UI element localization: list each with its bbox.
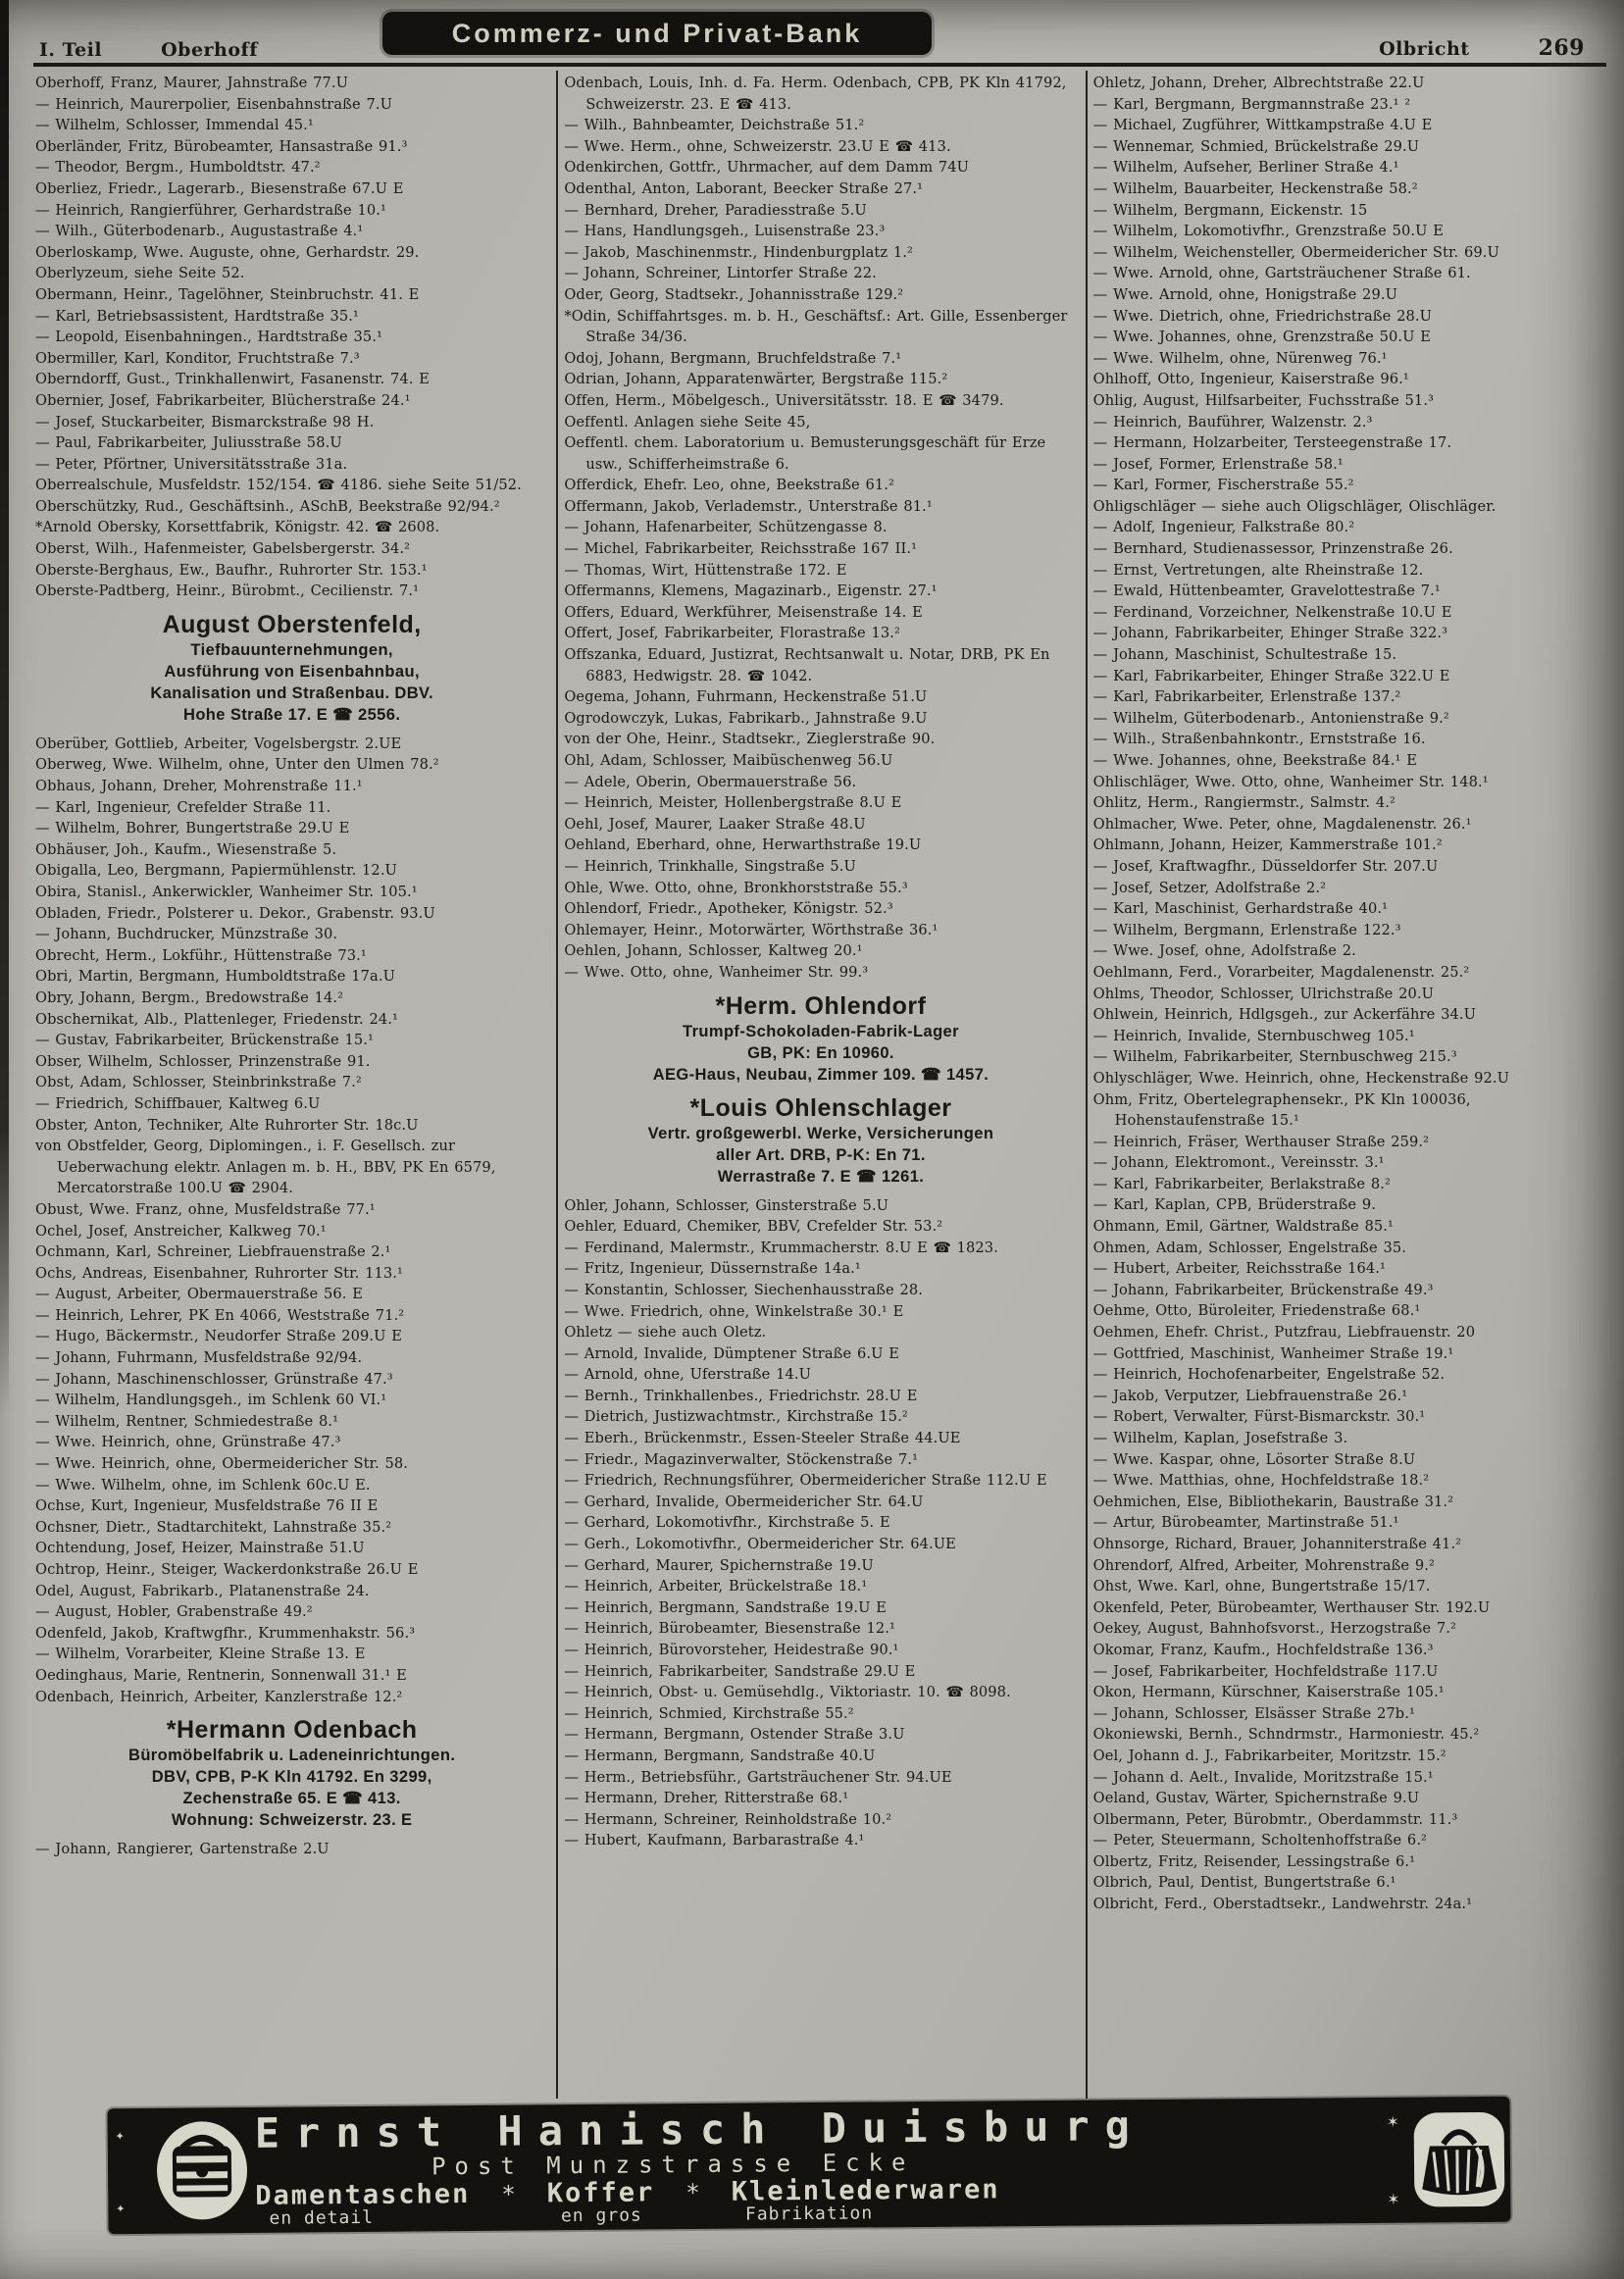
directory-entry: Oder, Georg, Stadtsekr., Johannisstraße 129.² (564, 285, 904, 303)
directory-columns (0, 67, 1624, 2099)
directory-entry: Oehler, Eduard, Chemiker, BBV, Crefelder Str. 53.² (564, 1218, 943, 1236)
directory-entry: Oegema, Johann, Fuhrmann, Heckenstraße 51.U (564, 688, 928, 706)
directory-entry: von der Ohe, Heinr., Stadtsekr., Zieglerstraße 90. (564, 731, 936, 748)
inline-ad-title: *Herm. Ohlendorf (715, 991, 927, 1020)
directory-entry: — Peter, Steuermann, Scholtenhoffstraße 6.² (1092, 1832, 1428, 1849)
directory-entry: Ohligschläger — siehe auch Oligschläger, Olischläger. (1092, 497, 1497, 515)
directory-entry: Ohrendorf, Alfred, Arbeiter, Mohrenstraße 9.² (1092, 1556, 1435, 1574)
directory-entry: Ohl, Adam, Schlosser, Maibüschenweg 56.U (564, 752, 893, 769)
footer-ad-address: Post Munzstrasse Ecke (431, 2149, 915, 2181)
directory-entry: — Heinrich, Lehrer, PK En 4066, Weststraße 71.² (35, 1306, 405, 1324)
inline-ad-line: Ausführung von Eisenbahnbau, (164, 662, 420, 681)
directory-entry: Odenfeld, Jakob, Kraftwgfhr., Krummenhakstr. 56.³ (35, 1624, 416, 1642)
directory-entry: — Heinrich, Fräser, Werthauser Straße 259.² (1092, 1133, 1430, 1150)
directory-entry: Ohnsorge, Richard, Brauer, Johanniterstraße 41.² (1092, 1535, 1462, 1552)
directory-entry: — Johann, Hafenarbeiter, Schützengasse 8. (564, 519, 888, 536)
directory-entry: — Fritz, Ingenieur, Düssernstraße 14a.¹ (564, 1260, 861, 1278)
directory-entry: — Johann, Schreiner, Lintorfer Straße 22. (564, 265, 877, 282)
directory-entry: — Johann, Fabrikarbeiter, Ehinger Straße 322.³ (1092, 625, 1448, 642)
directory-entry: — Heinrich, Hochofenarbeiter, Engelstraße 52. (1092, 1366, 1446, 1384)
directory-entry: Oedinghaus, Marie, Rentnerin, Sonnenwall 31.¹ E (35, 1666, 407, 1684)
inline-ad-line: Werrastraße 7. E ☎ 1261. (717, 1167, 925, 1186)
inline-advertisement (39, 1715, 544, 1831)
directory-entry: — Peter, Pförtner, Universitätsstraße 31a. (35, 455, 348, 473)
directory-entry: — Bernhard, Studienassessor, Prinzenstraße 26. (1092, 540, 1453, 558)
inline-advertisement (568, 1093, 1073, 1188)
directory-entry: Oehland, Eberhard, ohne, Herwarthstraße 19.U (564, 836, 922, 854)
directory-entry: — Wwe. Heinrich, ohne, Obermeidericher Str. 58. (35, 1455, 408, 1473)
directory-entry: — Friedr., Magazinverwalter, Stöckenstraße 7.¹ (564, 1450, 919, 1468)
directory-entry: von Obstfelder, Georg, Diplomingen., i. F. Gesellsch. zur Ueberwachung elektr. Anlagen m. b. H., BBV, PK En 6579, Mercatorstraße 100.U ☎ 2904. (35, 1138, 496, 1197)
directory-entry: Oeffentl. Anlagen siehe Seite 45, (564, 413, 811, 430)
suitcase-icon (149, 2116, 256, 2225)
directory-entry: Olbertz, Fritz, Reisender, Lessingstraße 6.¹ (1092, 1852, 1416, 1870)
directory-entry: *Odin, Schiffahrtsges. m. b. H., Geschäftsf.: Art. Gille, Essenberger Straße 34/36. (564, 307, 1068, 346)
inline-ad-line: Vertr. großgewerbl. Werke, Versicherungen (647, 1124, 994, 1142)
inline-ad-line: AEG-Haus, Neubau, Zimmer 109. ☎ 1457. (652, 1065, 990, 1084)
inline-ad-line: Kanalisation und Straßenbau. DBV. (150, 684, 433, 702)
left-guide-word: Oberhoff (161, 39, 258, 61)
directory-entry: Olbricht, Ferd., Oberstadtsekr., Landwehrstr. 24a.¹ (1092, 1896, 1473, 1913)
page-number: 269 (1538, 35, 1585, 61)
directory-entry: — Johann, Fabrikarbeiter, Brückenstraße 49.³ (1092, 1281, 1434, 1298)
directory-entry: Obladen, Friedr., Polsterer u. Dekor., Grabenstr. 93.U (35, 904, 435, 922)
directory-entry: Ohmann, Emil, Gärtner, Waldstraße 85.¹ (1092, 1218, 1394, 1236)
directory-entry: — Josef, Stuckarbeiter, Bismarckstraße 98 H. (35, 413, 375, 430)
product-sublabel: en gros (560, 2204, 642, 2227)
directory-entry: Okoniewski, Bernh., Schndrmstr., Harmoniestr. 45.² (1092, 1726, 1480, 1744)
directory-entry: Oberrealschule, Musfeldstr. 152/154. ☎ 4186. siehe Seite 51/52. (35, 477, 522, 494)
directory-entry: — Karl, Ingenieur, Crefelder Straße 11. (35, 798, 331, 816)
directory-entry: — Ferdinand, Vorzeichner, Nelkenstraße 10.U E (1092, 603, 1452, 621)
directory-entry: — Gerhard, Invalide, Obermeidericher Str. 64.U (564, 1493, 924, 1510)
decor-diamonds: ✦ ✦ (115, 2126, 126, 2217)
directory-entry: — Heinrich, Arbeiter, Brückelstraße 18.¹ (564, 1578, 868, 1595)
directory-entry: Obster, Anton, Techniker, Alte Ruhrorter Str. 18c.U (35, 1116, 419, 1134)
directory-entry: Oberweg, Wwe. Wilhelm, ohne, Unter den Ulmen 78.² (35, 756, 439, 774)
directory-entry: — Wwe. Johannes, ohne, Grenzstraße 50.U E (1092, 329, 1432, 346)
directory-entry: — August, Arbeiter, Obermauerstraße 56. E (35, 1286, 363, 1303)
directory-entry: — Josef, Fabrikarbeiter, Hochfeldstraße 117.U (1092, 1662, 1439, 1680)
directory-entry: Obser, Wilhelm, Schlosser, Prinzenstraße 91. (35, 1052, 371, 1070)
column-2 (556, 71, 1085, 2099)
directory-entry: Odenbach, Louis, Inh. d. Fa. Herm. Odenbach, CPB, PK Kln 41792, Schweizerstr. 23. E ☎ 413. (564, 75, 1067, 113)
directory-entry: — Hermann, Bergmann, Sandstraße 40.U (564, 1747, 876, 1764)
directory-entry: — Wilh., Straßenbahnkontr., Ernststraße 16. (1092, 731, 1426, 748)
product-label: Kleinlederwaren (731, 2174, 1000, 2207)
directory-entry: Ochse, Kurt, Ingenieur, Musfeldstraße 76 II E (35, 1497, 379, 1515)
directory-entry: Obri, Martin, Bergmann, Humboldtstraße 17a.U (35, 968, 395, 986)
directory-entry: — Heinrich, Bürobeamter, Biesenstraße 12.¹ (564, 1620, 895, 1638)
directory-entry: — Wwe. Matthias, ohne, Hochfeldstraße 18.² (1092, 1472, 1430, 1490)
directory-entry: — Wwe. Josef, ohne, Adolfstraße 2. (1092, 942, 1356, 960)
directory-entry: Odenthal, Anton, Laborant, Beecker Straße 27.¹ (564, 179, 924, 197)
directory-entry: Ohlitz, Herm., Rangiermstr., Salmstr. 4.² (1092, 794, 1396, 812)
directory-entry: Obernier, Josef, Fabrikarbeiter, Blücherstraße 24.¹ (35, 391, 411, 409)
inline-ad-line: Hohe Straße 17. E ☎ 2556. (183, 705, 401, 724)
directory-entry: — Wilhelm, Bergmann, Erlenstraße 122.³ (1092, 921, 1401, 938)
directory-entry: — Arnold, ohne, Uferstraße 14.U (564, 1366, 812, 1384)
directory-entry: Odel, August, Fabrikarb., Platanenstraße 24. (35, 1582, 370, 1599)
directory-entry: — Wilhelm, Lokomotivfhr., Grenzstraße 50.U E (1092, 223, 1444, 240)
directory-entry: Obschernikat, Alb., Plattenleger, Friedenstr. 24.¹ (35, 1010, 398, 1028)
directory-entry: Oehmichen, Else, Bibliothekarin, Baustraße 31.² (1092, 1493, 1454, 1510)
inline-advertisement (39, 610, 544, 726)
directory-entry: Ohlemayer, Heinr., Motorwärter, Wörthstraße 36.¹ (564, 921, 939, 938)
directory-entry: Odenbach, Heinrich, Arbeiter, Kanzlerstraße 12.² (35, 1688, 403, 1705)
directory-entry: Obermann, Heinr., Tagelöhner, Steinbruchstr. 41. E (35, 285, 420, 303)
directory-entry: — Theodor, Bergm., Humboldtstr. 47.² (35, 159, 321, 177)
directory-entry: — Michel, Fabrikarbeiter, Reichsstraße 167 II.¹ (564, 540, 918, 558)
directory-entry: — Heinrich, Bauführer, Walzenstr. 2.³ (1092, 413, 1373, 430)
directory-entry: — Johann, Elektromont., Vereinsstr. 3.¹ (1092, 1154, 1385, 1172)
directory-entry: — Paul, Fabrikarbeiter, Juliusstraße 58.U (35, 434, 342, 452)
directory-entry: Obira, Stanisl., Ankerwickler, Wanheimer Str. 105.¹ (35, 884, 418, 900)
directory-entry: Ochel, Josef, Anstreicher, Kalkweg 70.¹ (35, 1222, 327, 1240)
directory-entry: — Johann, Maschinist, Schultestraße 15. (1092, 646, 1397, 664)
directory-entry: Ochsner, Dietr., Stadtarchitekt, Lahnstraße 35.² (35, 1518, 392, 1536)
right-guide-word: Olbricht (1379, 38, 1470, 60)
directory-entry: — Wwe. Heinrich, ohne, Grünstraße 47.³ (35, 1434, 341, 1451)
directory-entry: — Wwe. Johannes, ohne, Beekstraße 84.¹ E (1092, 752, 1417, 769)
directory-entry: Oehmen, Ehefr. Christ., Putzfrau, Liebfrauenstr. 20 (1092, 1324, 1476, 1342)
product-item (732, 2176, 1000, 2223)
directory-entry: — Wilh., Bahnbeamter, Deichstraße 51.² (564, 117, 865, 134)
inline-ad-line: Zechenstraße 65. E ☎ 413. (182, 1790, 401, 1808)
directory-entry: — Heinrich, Maurerpolier, Eisenbahnstraße 7.U (35, 95, 393, 113)
directory-entry: Obhaus, Johann, Dreher, Mohrenstraße 11.¹ (35, 778, 363, 795)
directory-entry: — Karl, Bergmann, Bergmannstraße 23.¹ ² (1092, 95, 1411, 113)
directory-entry: Offert, Josef, Fabrikarbeiter, Florastraße 13.² (564, 625, 900, 642)
directory-entry: — Wwe. Dietrich, ohne, Friedrichstraße 28.U (1092, 307, 1432, 325)
directory-entry: — Karl, Fabrikarbeiter, Ehinger Straße 322.U E (1092, 667, 1450, 684)
directory-entry: Oberüber, Gottlieb, Arbeiter, Vogelsbergstr. 2.UE (35, 734, 402, 752)
directory-entry: *Arnold Obersky, Korsettfabrik, Königstr. 42. ☎ 2608. (35, 519, 440, 536)
directory-entry: — Heinrich, Bergmann, Sandstraße 19.U E (564, 1598, 887, 1616)
directory-entry: — Wwe. Kaspar, ohne, Lösorter Straße 8.U (1092, 1450, 1416, 1468)
product-item (255, 2181, 470, 2228)
bank-ad-banner-text: Commerz- und Privat-Bank (451, 18, 863, 48)
directory-entry: — Karl, Maschinist, Gerhardstraße 40.¹ (1092, 900, 1389, 918)
directory-entry: — Johann, Fuhrmann, Musfeldstraße 92/94. (35, 1349, 363, 1367)
footer-advertisement (107, 2097, 1510, 2234)
directory-entry: Ohler, Johann, Schlosser, Ginsterstraße 5.U (564, 1196, 889, 1214)
directory-entry: — Wennemar, Schmied, Brückelstraße 29.U (1092, 137, 1420, 155)
section-label: I. Teil (39, 39, 103, 61)
directory-entry: Oehme, Otto, Büroleiter, Friedenstraße 68.¹ (1092, 1302, 1421, 1320)
directory-entry: Ohlms, Theodor, Schlosser, Ulrichstraße 20.U (1092, 985, 1435, 1002)
directory-entry: Ohlmacher, Wwe. Peter, ohne, Magdalenenstr. 26.¹ (1092, 815, 1472, 833)
directory-entry: — Gerhard, Lokomotivfhr., Kirchstraße 5. E (564, 1514, 890, 1532)
directory-entry: Ohle, Wwe. Otto, ohne, Bronkhorststraße 55.³ (564, 879, 908, 896)
product-sublabel: en detail (269, 2206, 375, 2229)
directory-entry: Oeffentl. chem. Laboratorium u. Bemusterungsgeschäft für Erze usw., Schifferheimstraße 6. (564, 434, 1046, 473)
directory-entry: — Wwe. Otto, ohne, Wanheimer Str. 99.³ (564, 963, 869, 981)
directory-entry: Oeland, Gustav, Wärter, Spichernstraße 9.U (1092, 1790, 1420, 1807)
directory-entry: — Gerh., Lokomotivfhr., Obermeidericher Str. 64.UE (564, 1536, 956, 1553)
directory-entry: Ohlyschläger, Wwe. Heinrich, ohne, Heckenstraße 92.U (1092, 1069, 1509, 1087)
directory-entry: — Wwe. Arnold, ohne, Honigstraße 29.U (1092, 285, 1397, 303)
directory-entry: — Karl, Betriebsassistent, Hardtstraße 35.¹ (35, 307, 359, 325)
directory-entry: — Hermann, Bergmann, Ostender Straße 3.U (564, 1726, 905, 1744)
page-header (0, 0, 1624, 61)
directory-entry: Ohlhoff, Otto, Ingenieur, Kaiserstraße 96.¹ (1092, 371, 1409, 388)
directory-entry: — Johann, Maschinenschlosser, Grünstraße 47.³ (35, 1370, 393, 1388)
directory-entry: — Josef, Kraftwagfhr., Düsseldorfer Str. 207.U (1092, 857, 1439, 875)
directory-entry: — Josef, Former, Erlenstraße 58.¹ (1092, 455, 1344, 473)
directory-entry: Obigalla, Leo, Bergmann, Papiermühlenstr. 12.U (35, 862, 397, 880)
directory-entry: Ohst, Wwe. Karl, ohne, Bungertstraße 15/17. (1092, 1578, 1431, 1595)
inline-advertisement (568, 991, 1073, 1086)
product-label: Koffer (546, 2177, 655, 2209)
directory-entry: Ochtendung, Josef, Heizer, Mainstraße 51.U (35, 1540, 365, 1557)
directory-entry: Obhäuser, Joh., Kaufm., Wiesenstraße 5. (35, 840, 337, 858)
directory-entry: Ogrodowczyk, Lukas, Fabrikarb., Jahnstraße 9.U (564, 709, 928, 727)
directory-entry: Okon, Hermann, Kürschner, Kaiserstraße 105.¹ (1092, 1684, 1445, 1701)
directory-entry: Okenfeld, Peter, Bürobeamter, Werthauser Str. 192.U (1092, 1598, 1491, 1616)
directory-entry: — Karl, Former, Fischerstraße 55.² (1092, 477, 1354, 494)
directory-entry: Ohlmann, Johann, Heizer, Kammerstraße 101.² (1092, 836, 1443, 854)
footer-ad-text (255, 2102, 1385, 2228)
directory-entry: — Wwe. Wilhelm, ohne, im Schlenk 60c.U E. (35, 1476, 371, 1494)
directory-entry: — Wilhelm, Schlosser, Immendal 45.¹ (35, 117, 314, 134)
directory-entry: — August, Hobler, Grabenstraße 49.² (35, 1603, 313, 1621)
directory-entry: Oberliez, Friedr., Lagerarb., Biesenstraße 67.U E (35, 179, 404, 197)
directory-entry: — Wilhelm, Handlungsgeh., im Schlenk 60 VI.¹ (35, 1392, 387, 1409)
directory-entry: — Friedrich, Rechnungsführer, Obermeidericher Straße 112.U E (564, 1472, 1047, 1490)
directory-entry: — Artur, Bürobeamter, Martinstraße 51.¹ (1092, 1514, 1399, 1532)
directory-entry: — Heinrich, Trinkhalle, Singstraße 5.U (564, 857, 856, 875)
directory-entry: — Herm., Betriebsführ., Gartsträuchener Str. 94.UE (564, 1768, 952, 1786)
directory-entry: Ochtrop, Heinr., Steiger, Wackerdonkstraße 26.U E (35, 1561, 419, 1578)
directory-entry: — Bernhard, Dreher, Paradiesstraße 5.U (564, 201, 867, 219)
directory-entry: Ohlendorf, Friedr., Apotheker, Königstr. 52.³ (564, 900, 893, 918)
directory-entry: — Wwe. Arnold, ohne, Gartsträuchener Straße 61. (1092, 265, 1471, 282)
directory-entry: Ohletz — siehe auch Oletz. (564, 1324, 767, 1342)
directory-entry: Oehlen, Johann, Schlosser, Kaltweg 20.¹ (564, 942, 863, 960)
directory-entry: Offszanka, Eduard, Justizrat, Rechtsanwalt u. Notar, DRB, PK En 6883, Hedwigstr. 28. ☎ 1042. (564, 646, 1050, 684)
directory-entry: — Wwe. Wilhelm, ohne, Nürenweg 76.¹ (1092, 349, 1388, 367)
inline-ad-line: aller Art. DRB, P-K: En 71. (716, 1145, 926, 1164)
directory-entry: — Konstantin, Schlosser, Siechenhausstraße 28. (564, 1281, 923, 1298)
product-sublabel: Fabrikation (744, 2203, 874, 2225)
directory-entry: — Heinrich, Schmied, Kirchstraße 55.² (564, 1704, 854, 1722)
directory-entry: — Ewald, Hüttenbeamter, Gravelottestraße 7.¹ (1092, 582, 1441, 600)
directory-entry: — Ferdinand, Malermstr., Krummacherstr. 8.U E ☎ 1823. (564, 1239, 998, 1256)
handbag-icon (1408, 2106, 1511, 2213)
directory-entry: Offerdick, Ehefr. Leo, ohne, Beekstraße 61.² (564, 477, 894, 494)
directory-entry: Oberste-Berghaus, Ew., Baufhr., Ruhrorter Str. 153.¹ (35, 561, 428, 579)
column-3 (1086, 71, 1614, 2099)
directory-entry: — Wwe. Friedrich, ohne, Winkelstraße 30.¹ E (564, 1302, 904, 1320)
directory-entry: Ohletz, Johann, Dreher, Albrechtstraße 22.U (1092, 75, 1425, 91)
directory-entry: — Bernh., Trinkhallenbes., Friedrichstr. 28.U E (564, 1387, 918, 1404)
book-gutter-shadow (0, 0, 9, 1413)
directory-entry: — Wilhelm, Bohrer, Bungertstraße 29.U E (35, 820, 350, 837)
directory-entry: Oberloskamp, Wwe. Auguste, ohne, Gerhardstr. 29. (35, 243, 420, 261)
directory-entry: — Wilhelm, Bauarbeiter, Heckenstraße 58.² (1092, 179, 1418, 197)
directory-entry: Offers, Eduard, Werkführer, Meisenstraße 14. E (564, 603, 923, 621)
decor-stars: ✶ ✶ (1387, 2110, 1399, 2209)
directory-entry: — Gerhard, Maurer, Spichernstraße 19.U (564, 1556, 874, 1574)
directory-entry: — Ernst, Vertretungen, alte Rheinstraße 12. (1092, 561, 1424, 579)
directory-entry: Obrecht, Herm., Lokführ., Hüttenstraße 73.¹ (35, 946, 367, 964)
directory-entry: Oberndorff, Gust., Trinkhallenwirt, Fasanenstr. 74. E (35, 371, 430, 388)
directory-entry: — Thomas, Wirt, Hüttenstraße 172. E (564, 561, 847, 579)
directory-entry: — Wilhelm, Vorarbeiter, Kleine Straße 13. E (35, 1646, 366, 1663)
directory-entry: Ohmen, Adam, Schlosser, Engelstraße 35. (1092, 1239, 1407, 1256)
directory-entry: — Karl, Fabrikarbeiter, Erlenstraße 137.² (1092, 688, 1401, 706)
inline-ad-line: Tiefbauunternehmungen, (190, 640, 393, 659)
directory-entry: — Heinrich, Rangierführer, Gerhardstraße 10.¹ (35, 201, 386, 219)
directory-entry: Odoj, Johann, Bergmann, Bruchfeldstraße 7.¹ (564, 349, 902, 367)
inline-ad-line: Trumpf-Schokoladen-Fabrik-Lager (683, 1022, 959, 1040)
directory-entry: — Wilhelm, Aufseher, Berliner Straße 4.¹ (1092, 159, 1399, 177)
directory-entry: Odrian, Johann, Apparatenwärter, Bergstraße 115.² (564, 371, 948, 388)
directory-entry: — Dietrich, Justizwachtmstr., Kirchstraße 15.² (564, 1408, 908, 1426)
inline-ad-title: *Hermann Odenbach (166, 1716, 418, 1745)
directory-entry: — Wilhelm, Rentner, Schmiedestraße 8.¹ (35, 1412, 339, 1430)
directory-entry: — Wilhelm, Kaplan, Josefstraße 3. (1092, 1430, 1348, 1446)
directory-entry: — Eberh., Brückenmstr., Essen-Steeler Straße 44.UE (564, 1430, 961, 1447)
directory-entry: — Johann d. Aelt., Invalide, Moritzstraße 15.¹ (1092, 1768, 1434, 1786)
directory-entry: — Wilhelm, Weichensteller, Obermeidericher Str. 69.U (1092, 243, 1499, 261)
directory-entry: — Leopold, Eisenbahningen., Hardtstraße 35.¹ (35, 329, 382, 346)
directory-entry: — Hermann, Holzarbeiter, Tersteegenstraße 17. (1092, 434, 1452, 452)
directory-entry: — Michael, Zugführer, Wittkampstraße 4.U E (1092, 117, 1433, 134)
directory-entry: Obermiller, Karl, Konditor, Fruchtstraße 7.³ (35, 349, 360, 367)
directory-entry: Obst, Adam, Schlosser, Steinbrinkstraße 7.² (35, 1074, 362, 1091)
directory-entry: Oberste-Padtberg, Heinr., Bürobmt., Cecilienstr. 7.¹ (35, 582, 420, 600)
directory-entry: — Karl, Fabrikarbeiter, Berlakstraße 8.² (1092, 1175, 1391, 1192)
directory-entry: — Gottfried, Maschinist, Wanheimer Straße 19.¹ (1092, 1344, 1454, 1362)
directory-entry: — Johann, Buchdrucker, Münzstraße 30. (35, 926, 338, 943)
directory-entry: Obust, Wwe. Franz, ohne, Musfeldstraße 77.¹ (35, 1200, 376, 1218)
directory-entry: — Adolf, Ingenieur, Falkstraße 80.² (1092, 519, 1355, 536)
directory-entry: — Hermann, Schreiner, Reinholdstraße 10.² (564, 1810, 892, 1828)
directory-entry: Olbermann, Peter, Bürobmtr., Oberdammstr. 11.³ (1092, 1810, 1458, 1828)
footer-ad-products (255, 2173, 1385, 2228)
directory-entry: Ochs, Andreas, Eisenbahner, Ruhrorter Str. 113.¹ (35, 1264, 403, 1282)
separator-star: * (501, 2180, 516, 2208)
bank-ad-banner (382, 12, 932, 55)
directory-entry: Offen, Herm., Möbelgesch., Universitätsstr. 18. E ☎ 3479. (564, 391, 1004, 409)
directory-entry: Oel, Johann d. J., Fabrikarbeiter, Moritzstr. 15.² (1092, 1747, 1446, 1764)
directory-entry: — Jakob, Verputzer, Liebfrauenstraße 26.¹ (1092, 1387, 1408, 1404)
directory-entry: — Hubert, Arbeiter, Reichsstraße 164.¹ (1092, 1260, 1386, 1278)
directory-entry: — Wilh., Güterbodenarb., Augustastraße 4.¹ (35, 223, 364, 240)
directory-entry: Oberländer, Fritz, Bürobeamter, Hansastraße 91.³ (35, 137, 408, 155)
directory-entry: Ochmann, Karl, Schreiner, Liebfrauenstraße 2.¹ (35, 1243, 391, 1261)
directory-entry: — Friedrich, Schiffbauer, Kaltweg 6.U (35, 1094, 321, 1112)
directory-entry: — Heinrich, Meister, Hollenbergstraße 8.U E (564, 794, 902, 812)
directory-entry: — Josef, Setzer, Adolfstraße 2.² (1092, 879, 1327, 896)
footer-ad-brand: Ernst Hanisch Duisburg (254, 2102, 1146, 2157)
directory-entry: — Johann, Schlosser, Elsässer Straße 27b.¹ (1092, 1704, 1415, 1722)
directory-entry: — Arnold, Invalide, Dümptener Straße 6.U E (564, 1344, 899, 1362)
column-1 (29, 71, 556, 2099)
directory-entry: — Robert, Verwalter, Fürst-Bismarckstr. 30.¹ (1092, 1408, 1426, 1426)
directory-entry: Oehl, Josef, Maurer, Laaker Straße 48.U (564, 815, 866, 833)
directory-entry: Offermann, Jakob, Verlademstr., Unterstraße 81.¹ (564, 497, 933, 515)
directory-entry: Obry, Johann, Bergm., Bredowstraße 14.² (35, 988, 344, 1006)
directory-entry: — Hans, Handlungsgeh., Luisenstraße 23.³ (564, 223, 886, 240)
directory-entry: Okomar, Franz, Kaufm., Hochfeldstraße 136.³ (1092, 1641, 1434, 1658)
product-label: Damentaschen (255, 2179, 471, 2211)
directory-entry: Ohm, Fritz, Obertelegraphensekr., PK Kln 100036, Hohenstaufenstraße 15.¹ (1092, 1090, 1471, 1130)
inline-ad-line: Büromöbelfabrik u. Ladeneinrichtungen. (128, 1747, 456, 1765)
directory-entry: — Hermann, Dreher, Ritterstraße 68.¹ (564, 1790, 849, 1807)
directory-entry: Oberlyzeum, siehe Seite 52. (35, 265, 245, 282)
directory-entry: — Adele, Oberin, Obermauerstraße 56. (564, 773, 857, 790)
directory-entry: — Hubert, Kaufmann, Barbarastraße 4.¹ (564, 1832, 865, 1849)
directory-entry: Ohlischläger, Wwe. Otto, ohne, Wanheimer Str. 148.¹ (1092, 773, 1489, 790)
directory-entry: Ohlwein, Heinrich, Hdlgsgeh., zur Ackerfähre 34.U (1092, 1006, 1476, 1024)
directory-entry: Oekey, August, Bahnhofsvorst., Herzogstraße 7.² (1092, 1620, 1456, 1638)
inline-ad-title: August Oberstenfeld, (162, 610, 422, 638)
directory-entry: — Heinrich, Obst- u. Gemüsehdlg., Viktoriastr. 10. ☎ 8098. (564, 1684, 1011, 1701)
separator-star: * (685, 2178, 700, 2207)
directory-entry: — Jakob, Maschinenmstr., Hindenburgplatz 1.² (564, 243, 913, 261)
directory-entry: Odenkirchen, Gottfr., Uhrmacher, auf dem Damm 74U (564, 159, 970, 177)
directory-entry: — Karl, Kaplan, CPB, Brüderstraße 9. (1092, 1196, 1377, 1214)
directory-entry: Ohlig, August, Hilfsarbeiter, Fuchsstraße 51.³ (1092, 391, 1435, 409)
product-item (547, 2179, 655, 2225)
inline-ad-line: GB, PK: En 10960. (747, 1043, 894, 1062)
directory-entry: — Wilhelm, Bergmann, Eickenstr. 15 (1092, 201, 1368, 219)
directory-entry: — Wilhelm, Fabrikarbeiter, Sternbuschweg 215.³ (1092, 1048, 1457, 1066)
directory-entry: — Johann, Rangierer, Gartenstraße 2.U (35, 1841, 330, 1858)
directory-entry: — Hugo, Bäckermstr., Neudorfer Straße 209.U E (35, 1328, 403, 1345)
inline-ad-line: DBV, CPB, P-K Kln 41792. En 3299, (151, 1768, 432, 1787)
directory-entry: Oberst, Wilh., Hafenmeister, Gabelsbergerstr. 34.² (35, 540, 411, 558)
directory-entry: — Wwe. Herm., ohne, Schweizerstr. 23.U E ☎ 413. (564, 137, 951, 155)
directory-entry: Oehlmann, Ferd., Vorarbeiter, Magdalenenstr. 25.² (1092, 963, 1470, 981)
directory-entry: — Heinrich, Invalide, Sternbuschweg 105.¹ (1092, 1027, 1415, 1044)
directory-entry: Offermanns, Klemens, Magazinarb., Eigenstr. 27.¹ (564, 582, 938, 600)
directory-entry: — Wilhelm, Güterbodenarb., Antonienstraße 9.² (1092, 709, 1449, 727)
directory-entry: — Heinrich, Fabrikarbeiter, Sandstraße 29.U E (564, 1662, 916, 1680)
directory-entry: Oberschützky, Rud., Geschäftsinh., ASchB, Beekstraße 92/94.² (35, 497, 500, 515)
inline-ad-line: Wohnung: Schweizerstr. 23. E (171, 1811, 413, 1830)
directory-entry: — Gustav, Fabrikarbeiter, Brückenstraße 15.¹ (35, 1032, 374, 1049)
inline-ad-title: *Louis Ohlenschlager (689, 1093, 952, 1122)
directory-entry: — Heinrich, Bürovorsteher, Heidestraße 90.¹ (564, 1642, 899, 1658)
directory-entry: Olbrich, Paul, Dentist, Bungertstraße 6.¹ (1092, 1874, 1396, 1892)
directory-entry: Oberhoff, Franz, Maurer, Jahnstraße 77.U (35, 75, 349, 91)
